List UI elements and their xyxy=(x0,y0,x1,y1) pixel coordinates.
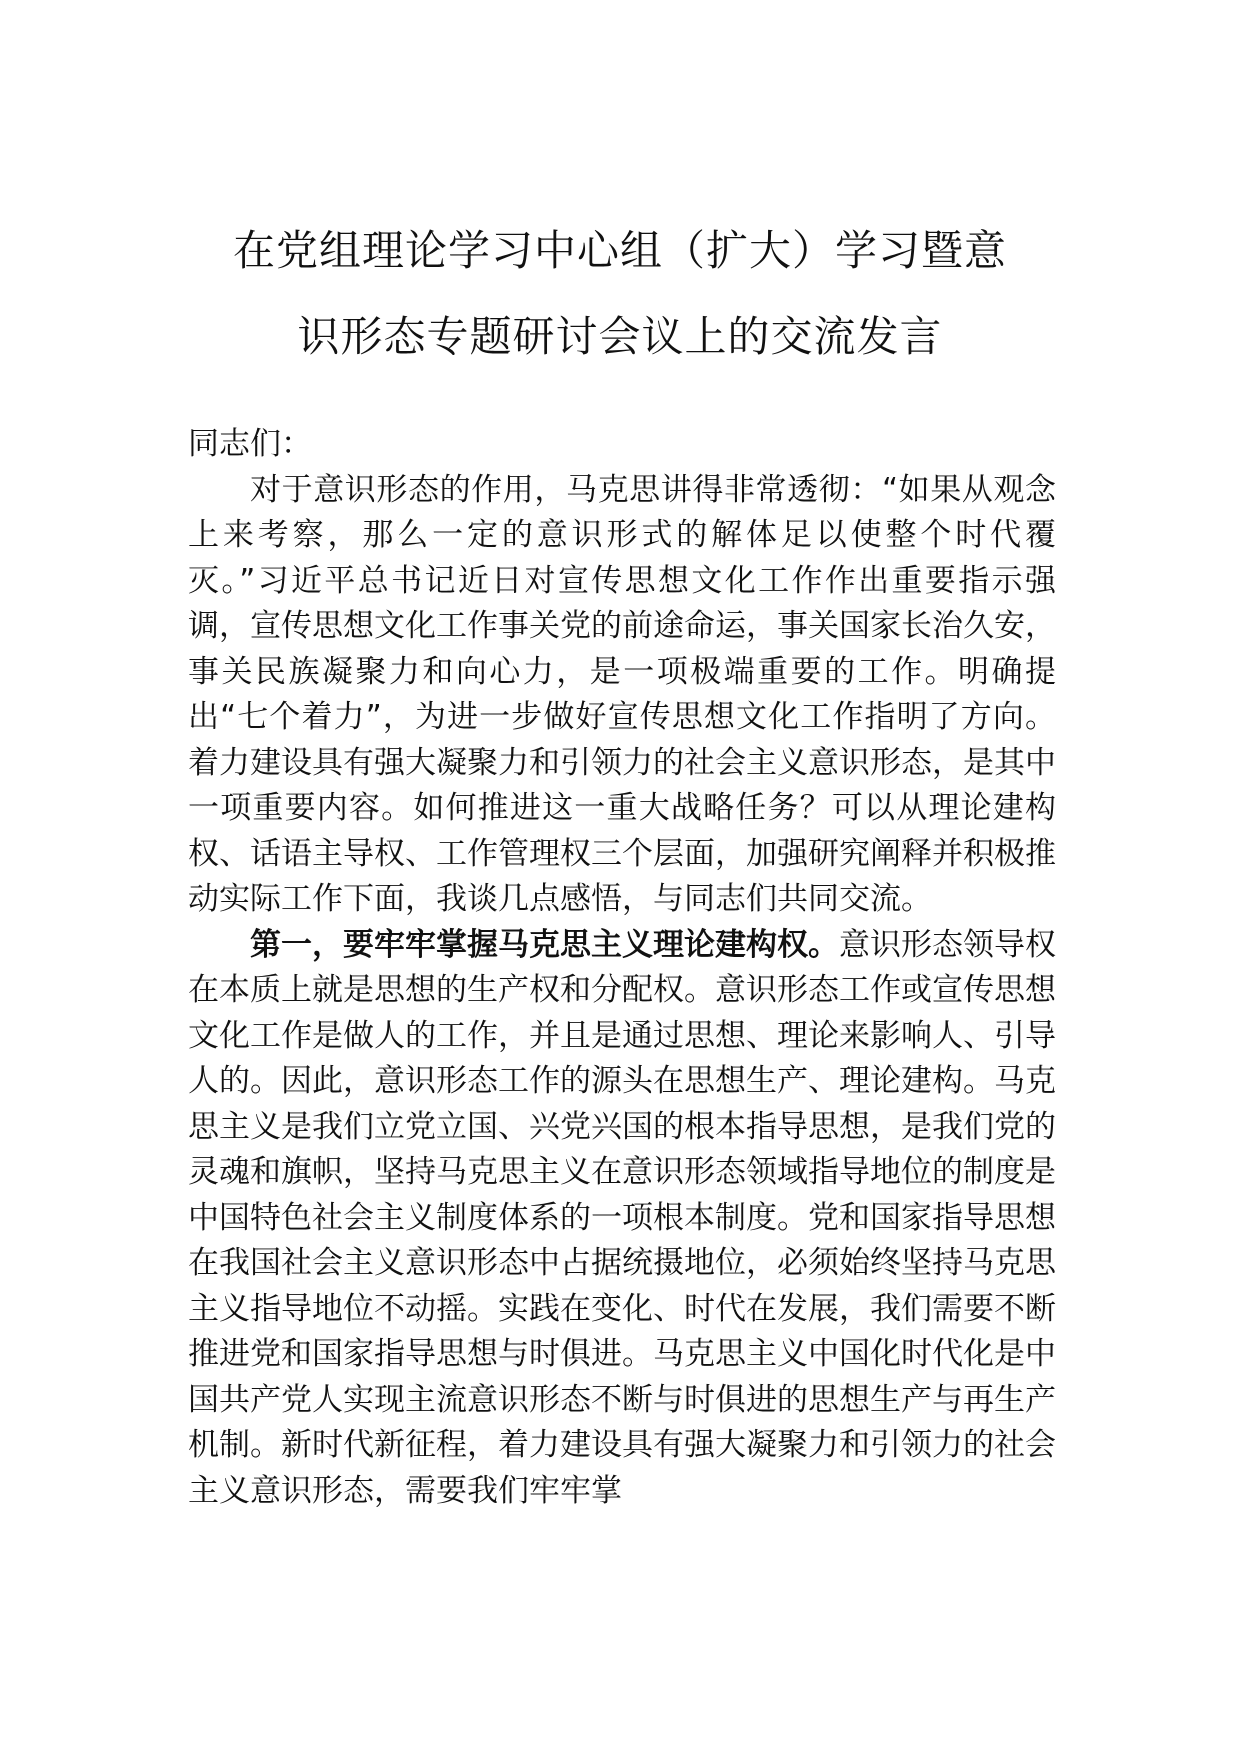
salutation: 同志们： xyxy=(188,426,312,462)
paragraph-intro xyxy=(188,468,1056,923)
document-body xyxy=(188,422,1056,1514)
paragraph-first-point-text: 意识形态领导权在本质上就是思想的生产权和分配权。意识形态工作或宣传思想文化工作是做人的工作，并且是通过思想、理论来影响人、引导人的。因此，意识形态工作的源头在思想生产、理论建构。马克思主义是我们立党立国、兴党兴国的根本指导思想，是我们党的灵魂和旗帜，坚持马克思主义在意识形态领域指导地位的制度是中国特色社会主义制度体系的一项根本制度。党和国家指导思想在我国社会主义意识形态中占据统摄地位，必须始终坚持马克思主义指导地位不动摇。实践在变化、时代在发展，我们需要不断推进党和国家指导思想与时俱进。马克思主义中国化时代化是中国共产党人实现主流意识形态不断与时俱进的思想生产与再生产机制。新时代新征程，着力建设具有强大凝聚力和引领力的社会主义意识形态，需要我们牢牢掌 xyxy=(188,926,1056,1509)
paragraph-first-point-heading: 第一，要牢牢掌握马克思主义理论建构权。 xyxy=(250,926,839,963)
document-title: 在党组理论学习中心组（扩大）学习暨意 识形态专题研讨会议上的交流发言 xyxy=(232,226,1007,361)
paragraph-first-point xyxy=(188,923,1056,1515)
paragraph-intro-text: 对于意识形态的作用，马克思讲得非常透彻：“如果从观念上来考察，那么一定的意识形式的解体足以使整个时代覆灭。”习近平总书记近日对宣传思想文化工作作出重要指示强调，宣传思想文化工作事关党的前途命运，事关国家长治久安，事关民族凝聚力和向心力，是一项极端重要的工作。明确提出“七个着力”，为进一步做好宣传思想文化工作指明了方向。着力建设具有强大凝聚力和引领力的社会主义意识形态，是其中一项重要内容。如何推进这一重大战略任务？可以从理论建构权、话语主导权、工作管理权三个层面，加强研究阐释并积极推动实际工作下面，我谈几点感悟，与同志们共同交流。 xyxy=(188,471,1056,917)
